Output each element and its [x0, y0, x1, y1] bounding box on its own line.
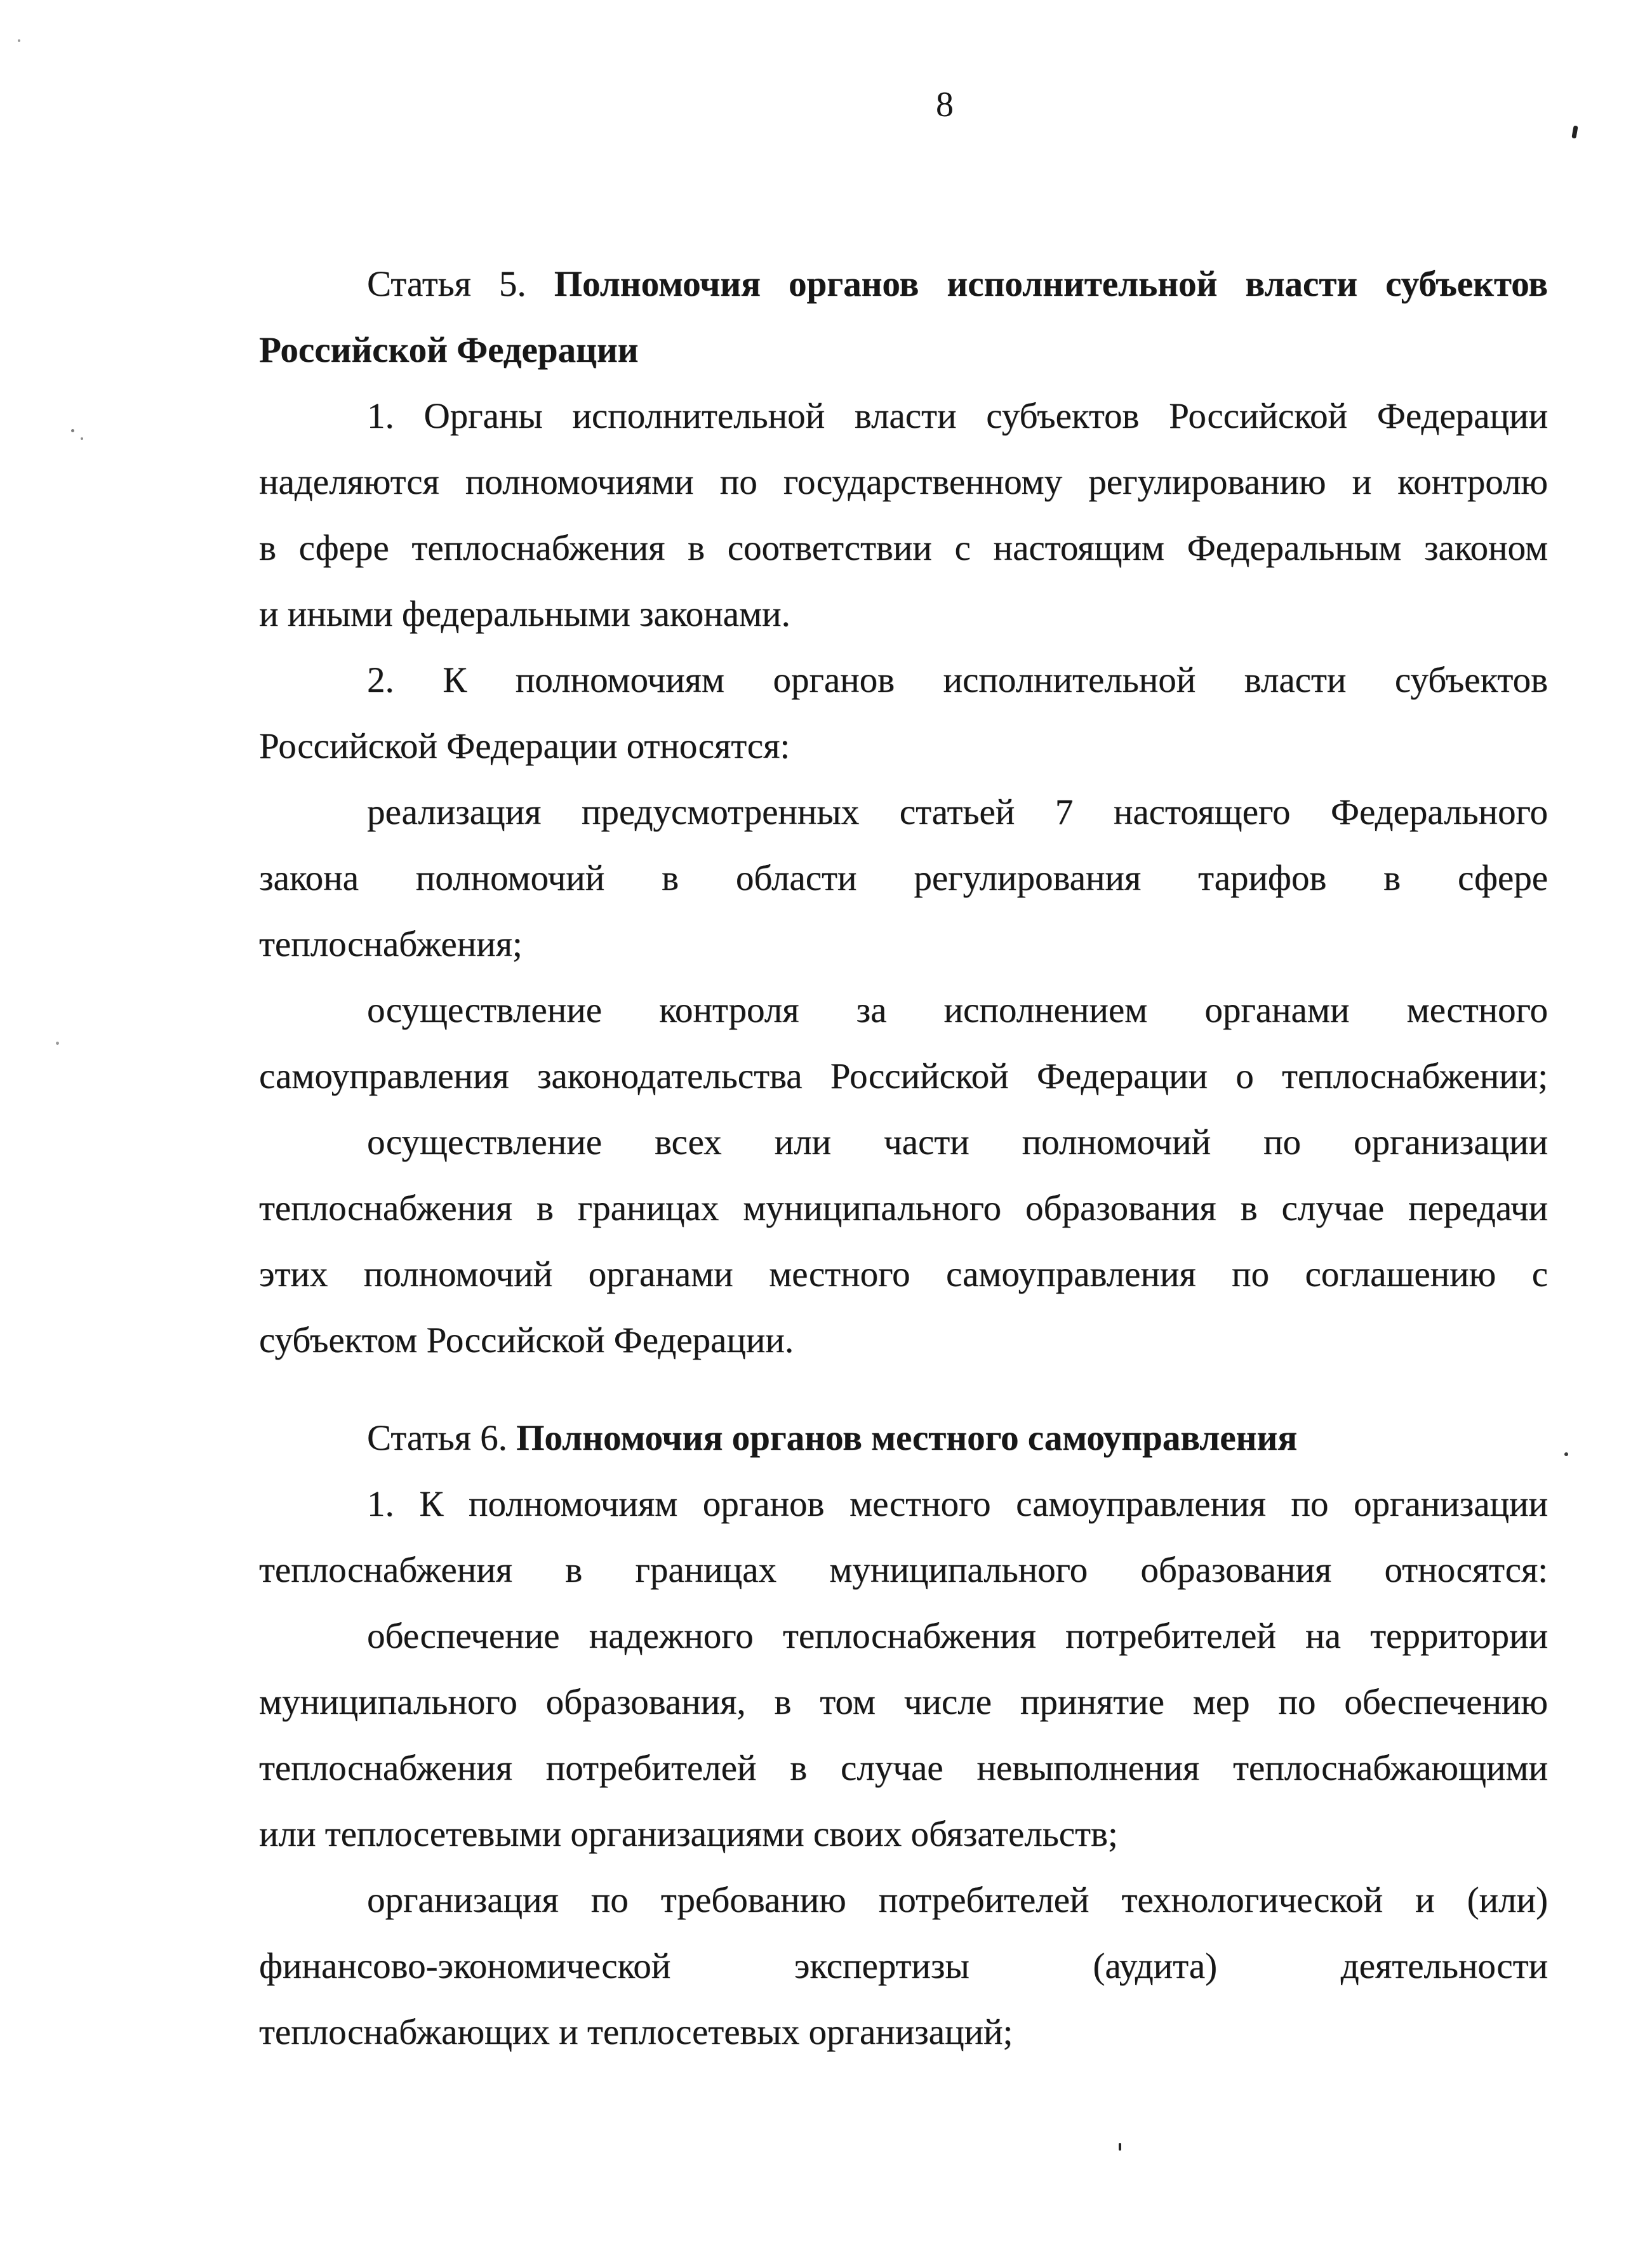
article5-p4-line2: самоуправления законодательства Российской Федерации о теплоснабжении;	[259, 1056, 1548, 1096]
page-number: 8	[936, 85, 954, 124]
article5-p5-line2: теплоснабжения в границах муниципального образования в случае передачи	[259, 1188, 1548, 1228]
scan-speck	[1571, 126, 1578, 139]
article5-p2-line2: Российской Федерации относятся:	[259, 726, 790, 766]
scan-speck	[56, 1042, 59, 1045]
scan-speck	[81, 437, 83, 440]
article6-p3-line1: организация по требованию потребителей технологической и (или)	[367, 1880, 1548, 1920]
scan-speck	[1564, 1452, 1568, 1456]
article5-heading-line1	[259, 251, 1548, 317]
scan-speck	[71, 429, 74, 432]
article5-number-label: Статья 5.	[367, 264, 526, 304]
article5-title-line2: Российской Федерации	[259, 330, 639, 370]
article5-p1-line4: и иными федеральными законами.	[259, 594, 790, 634]
article5-title-line1: Полномочия органов исполнительной власти субъектов	[554, 264, 1548, 304]
article5-p5-line3: этих полномочий органами местного самоуправления по соглашению с	[259, 1254, 1548, 1294]
article6-p2-line1: обеспечение надежного теплоснабжения потребителей на территории	[367, 1616, 1548, 1656]
scan-speck	[1119, 2143, 1121, 2151]
article6-heading-line1	[259, 1405, 1548, 1471]
article5-p4-line1: осуществление контроля за исполнением органами местного	[367, 990, 1548, 1030]
article5-p5-line1: осуществление всех или части полномочий по организации	[367, 1122, 1548, 1162]
article5-p3-line2: закона полномочий в области регулирования тарифов в сфере	[259, 858, 1548, 898]
article6-p1-line1: 1. К полномочиям органов местного самоуправления по организации	[367, 1484, 1548, 1524]
article6-title-line1: Полномочия органов местного самоуправления	[516, 1418, 1298, 1458]
article6-number-label: Статья 6.	[367, 1418, 507, 1458]
article5-p1-line2: наделяются полномочиями по государственному регулированию и контролю	[259, 462, 1548, 502]
scan-speck	[18, 39, 20, 42]
document-body	[259, 251, 1548, 2066]
article6-p2-line4: или теплосетевыми организациями своих обязательств;	[259, 1814, 1118, 1854]
article5-p1-line1: 1. Органы исполнительной власти субъектов Российской Федерации	[367, 396, 1548, 436]
article5-p5-line4: субъектом Российской Федерации.	[259, 1320, 794, 1360]
article6-p2-line3: теплоснабжения потребителей в случае невыполнения теплоснабжающими	[259, 1748, 1548, 1788]
article6-p3-line3: теплоснабжающих и теплосетевых организаций;	[259, 2012, 1013, 2052]
article5-p3-line3: теплоснабжения;	[259, 924, 523, 964]
article6-p3-line2: финансово-экономической экспертизы (аудита) деятельности	[259, 1946, 1548, 1986]
article5-p1-line3: в сфере теплоснабжения в соответствии с настоящим Федеральным законом	[259, 528, 1548, 568]
article6-p1-line2: теплоснабжения в границах муниципального образования относятся:	[259, 1550, 1548, 1590]
article6-p2-line2: муниципального образования, в том числе принятие мер по обеспечению	[259, 1682, 1548, 1722]
article5-p3-line1: реализация предусмотренных статьей 7 настоящего Федерального	[367, 792, 1548, 832]
article5-p2-line1: 2. К полномочиям органов исполнительной власти субъектов	[367, 660, 1548, 700]
